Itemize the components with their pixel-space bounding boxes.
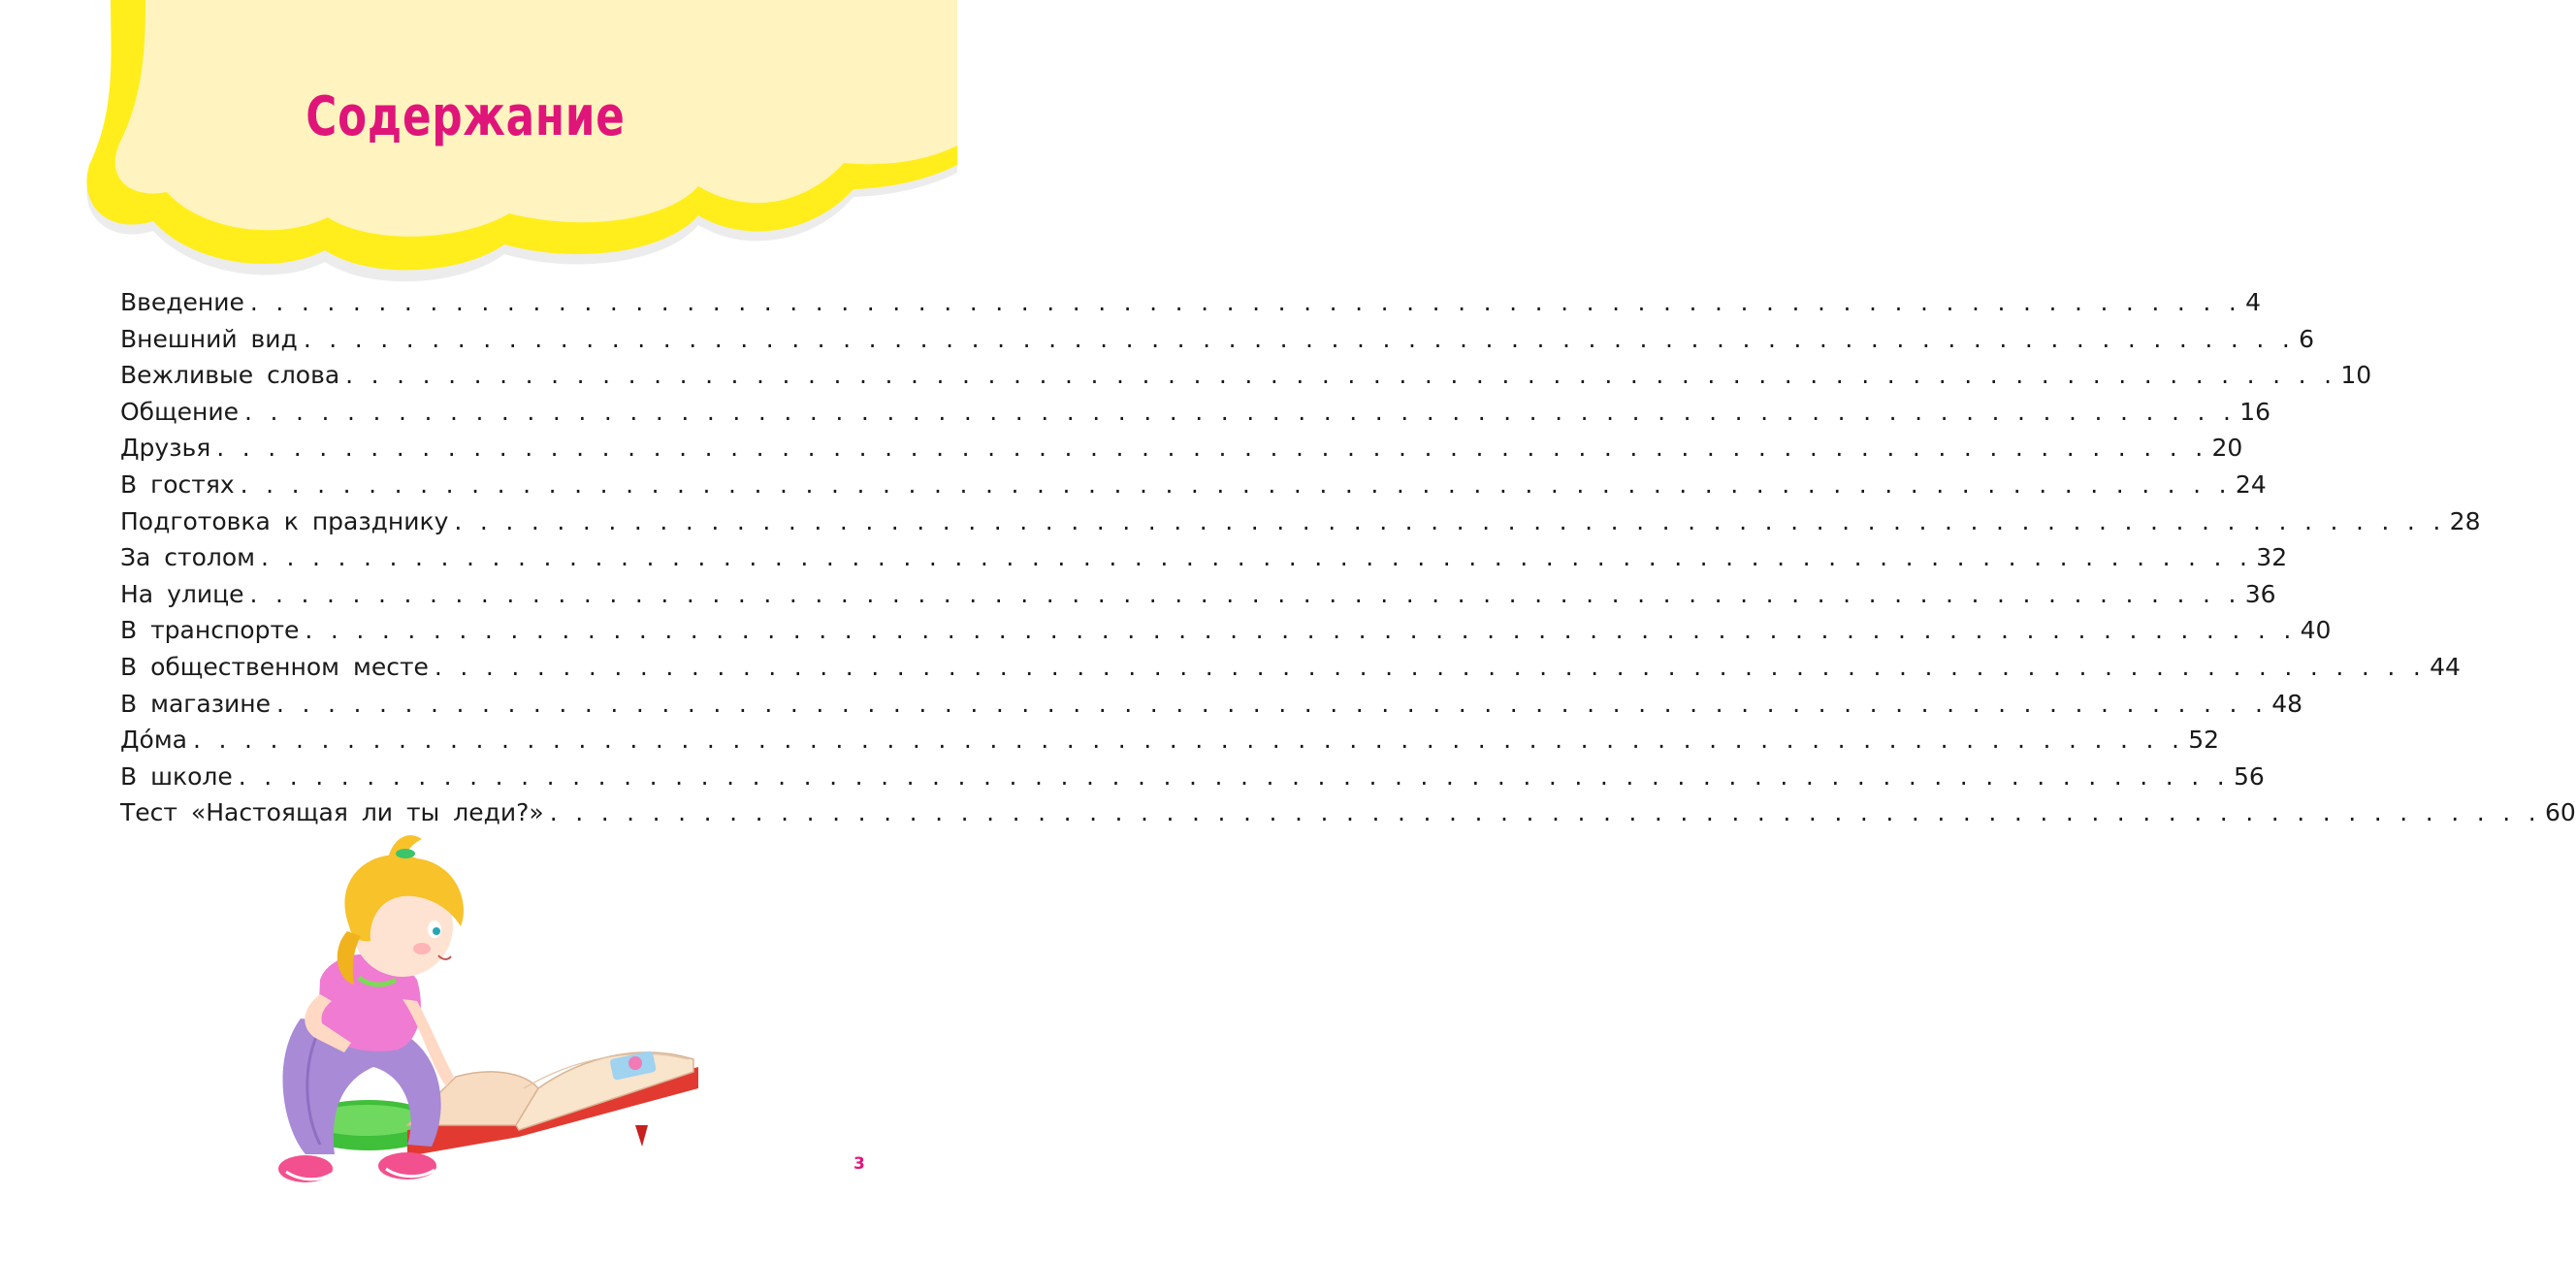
toc-entry-title: В гостях: [120, 469, 235, 499]
toc-dot-leader: . . . . . . . . . . . . . . . . . . . . . . . . . . . . . . . . . . . . . . . . . . . . . . . . . . . . . . . . . . . . . . . . . . . . . . . . . . . . . .: [276, 689, 2269, 718]
toc-entry-page: 44: [2430, 652, 2461, 681]
toc-entry-page: 10: [2340, 361, 2372, 390]
toc-dot-leader: . . . . . . . . . . . . . . . . . . . . . . . . . . . . . . . . . . . . . . . . . . . . . . . . . . . . . . . . . . . . . . . . . . . . . . . . . . . . . .: [240, 469, 2232, 499]
toc-entry-page: 24: [2235, 469, 2267, 499]
toc-entry[interactable]: [120, 503, 2481, 540]
toc-entry-page: 40: [2300, 616, 2332, 645]
toc-entry[interactable]: [120, 284, 2262, 321]
toc-entry-page: 60: [2544, 798, 2576, 827]
toc-entry[interactable]: [120, 612, 2332, 649]
toc-dot-leader: . . . . . . . . . . . . . . . . . . . . . . . . . . . . . . . . . . . . . . . . . . . . . . . . . . . . . . . . . . . . . . . . . . . . . . . . . . . . . .: [345, 361, 2337, 390]
toc-entry-page: 28: [2449, 506, 2481, 535]
toc-dot-leader: . . . . . . . . . . . . . . . . . . . . . . . . . . . . . . . . . . . . . . . . . . . . . . . . . . . . . . . . . . . . . . . . . . . . . . . . . . . . . .: [261, 543, 2253, 572]
toc-dot-leader: . . . . . . . . . . . . . . . . . . . . . . . . . . . . . . . . . . . . . . . . . . . . . . . . . . . . . . . . . . . . . . . . . . . . . . . . . . . . . .: [244, 397, 2237, 426]
toc-entry[interactable]: [120, 649, 2461, 686]
toc-entry-page: 20: [2211, 434, 2243, 463]
toc-entry-page: 36: [2244, 579, 2276, 608]
toc-dot-leader: . . . . . . . . . . . . . . . . . . . . . . . . . . . . . . . . . . . . . . . . . . . . . . . . . . . . . . . . . . . . . . . . . . . . . . . . . . . . . .: [454, 506, 2446, 535]
toc-entry[interactable]: [120, 467, 2267, 503]
open-book-icon: [407, 1051, 698, 1156]
toc-dot-leader: . . . . . . . . . . . . . . . . . . . . . . . . . . . . . . . . . . . . . . . . . . . . . . . . . . . . . . . . . . . . . . . . . . . . . . . . . . . . . .: [238, 761, 2230, 791]
toc-dot-leader: . . . . . . . . . . . . . . . . . . . . . . . . . . . . . . . . . . . . . . . . . . . . . . . . . . . . . . . . . . . . . . . . . . . . . . . . . . . . . .: [303, 324, 2296, 353]
toc-entry-title: Вежливые слова: [120, 361, 340, 390]
toc-entry-title: До́ма: [120, 726, 188, 755]
toc-entry-page: 52: [2188, 726, 2220, 755]
toc-entry[interactable]: [120, 794, 2576, 831]
toc-entry-title: Подготовка к празднику: [120, 506, 449, 535]
toc-entry-page: 56: [2233, 761, 2265, 791]
toc-dot-leader: . . . . . . . . . . . . . . . . . . . . . . . . . . . . . . . . . . . . . . . . . . . . . . . . . . . . . . . . . . . . . . . . . . . . . . . . . . . . . .: [549, 798, 2541, 827]
toc-entry-title: В транспорте: [120, 616, 300, 645]
toc-entry-title: Внешний вид: [120, 324, 298, 353]
toc-entry[interactable]: [120, 759, 2265, 795]
toc-entry[interactable]: [120, 430, 2243, 467]
toc-entry-page: 16: [2239, 397, 2271, 426]
table-of-contents: [120, 284, 2576, 831]
toc-entry-title: Введение: [120, 288, 244, 316]
toc-entry[interactable]: [120, 686, 2303, 723]
toc-entry[interactable]: [120, 357, 2372, 394]
girl-reading-book-illustration: [262, 834, 718, 1208]
toc-entry-title: В школе: [120, 761, 233, 791]
toc-dot-leader: . . . . . . . . . . . . . . . . . . . . . . . . . . . . . . . . . . . . . . . . . . . . . . . . . . . . . . . . . . . . . . . . . . . . . . . . . . . . . .: [193, 726, 2185, 755]
toc-entry-title: В общественном месте: [120, 652, 429, 681]
toc-entry-title: Друзья: [120, 434, 211, 463]
toc-entry-page: 48: [2271, 689, 2303, 718]
toc-entry[interactable]: [120, 394, 2271, 431]
toc-entry-page: 6: [2299, 324, 2314, 353]
toc-dot-leader: . . . . . . . . . . . . . . . . . . . . . . . . . . . . . . . . . . . . . . . . . . . . . . . . . . . . . . . . . . . . . . . . . . . . . . . . . . . . . .: [216, 434, 2208, 463]
page-number: 3: [853, 1154, 865, 1174]
toc-entry[interactable]: [120, 576, 2276, 613]
toc-dot-leader: . . . . . . . . . . . . . . . . . . . . . . . . . . . . . . . . . . . . . . . . . . . . . . . . . . . . . . . . . . . . . . . . . . . . . . . . . . . . . .: [305, 616, 2297, 645]
toc-dot-leader: . . . . . . . . . . . . . . . . . . . . . . . . . . . . . . . . . . . . . . . . . . . . . . . . . . . . . . . . . . . . . . . . . . . . . . . . . . . . . .: [434, 652, 2427, 681]
toc-dot-leader: . . . . . . . . . . . . . . . . . . . . . . . . . . . . . . . . . . . . . . . . . . . . . . . . . . . . . . . . . . . . . . . . . . . . . . . . . . . . . .: [249, 579, 2241, 608]
toc-entry[interactable]: [120, 321, 2314, 358]
toc-dot-leader: . . . . . . . . . . . . . . . . . . . . . . . . . . . . . . . . . . . . . . . . . . . . . . . . . . . . . . . . . . . . . . . . . . . . . . . . . . . . . .: [249, 288, 2242, 316]
toc-entry[interactable]: [120, 722, 2220, 759]
toc-entry-page: 4: [2245, 288, 2262, 316]
toc-entry-title: За столом: [120, 543, 256, 572]
toc-entry-page: 32: [2256, 543, 2288, 572]
toc-entry-title: Тест «Настоящая ли ты леди?»: [120, 798, 544, 827]
page-title: Содержание: [306, 85, 626, 148]
toc-entry-title: На улице: [120, 579, 244, 608]
toc-entry-title: В магазине: [120, 689, 271, 718]
toc-entry-title: Общение: [120, 397, 239, 426]
toc-entry[interactable]: [120, 539, 2288, 576]
